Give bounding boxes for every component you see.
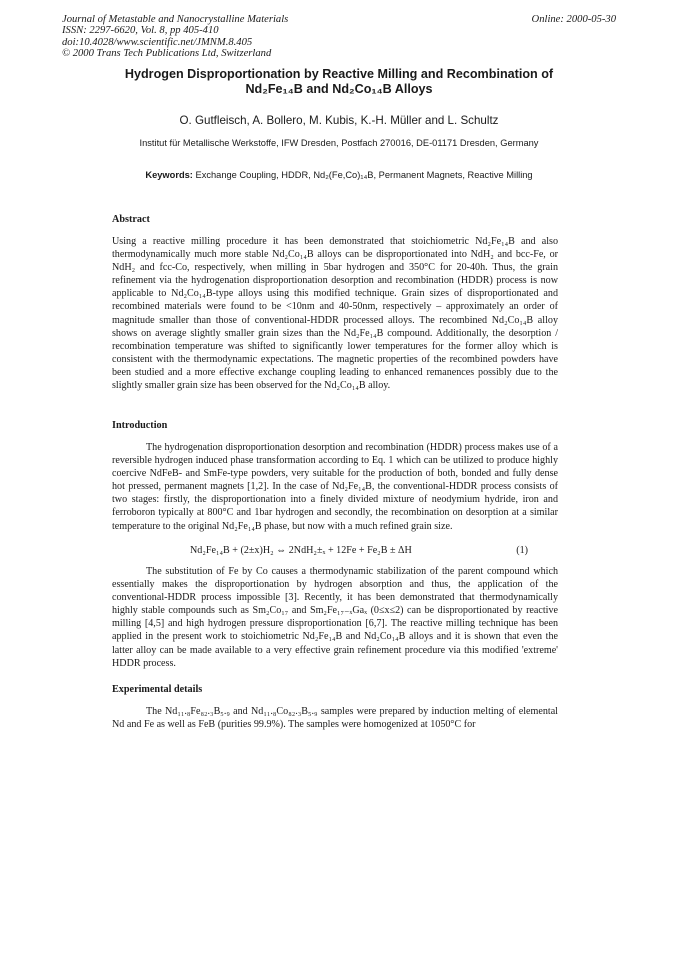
experimental-paragraph-1: The Nd₁₁.₈Fe₈₂.₃B₅.₉ and Nd₁₁.₈Co₈₂.₃B₅.₉ samples were prepared by induction melting of elemental Nd and Fe as well as FeB (purities 99.9%). The samples were homogenized at 1050°C for [112, 706, 558, 731]
abstract-text: Using a reactive milling procedure it has been demonstrated that stoichiometric Nd₂Fe₁₄B and also thermodynamically much more stable Nd₂Co₁₄B alloys can be disproportionated into NdH₂ and bcc-Fe, or NdH₂ and fcc-Co, respectively, when milling in 5bar hydrogen and 350°C for 20-40h. Thus, the grain refinement via the hydrogenation disproportionation desorption and recombination (HDDR) process is now applicable to Nd₂Co₁₄B-type alloys using this modified technique. Grain sizes of disproportionated and recombined materials were found to be <10nm and 40-50nm, respectively – approximately an order of magnitude smaller than those of conventional-HDDR processed alloys. The recombined Nd₂Co₁₄B alloy shows on average slightly smaller grain sizes than the Nd₂Fe₁₄B compound. Additionally, the desorption / recombination temperature was shifted to significantly lower temperatures for the former alloy which is consistent with the thermodynamic expectations. The magnetic properties of the recombined powders have been studied and a more effective exchange coupling leading to enhanced remanences possibly due to the slightly smaller grain size has been observed for the Nd₂Co₁₄B alloy. [112, 236, 558, 392]
equation-1 [112, 545, 558, 559]
paper-title [62, 67, 616, 96]
introduction-paragraph-1: The hydrogenation disproportionation desorption and recombination (HDDR) process makes use of a reversible hydrogen induced phase transformation according to Eq. 1 which can be utilized to produce highly coercive NdFeB- and SmFe-type powders, very suitable for the production of both, bonded and fully dense hot pressed, permanent magnets [1,2]. In the case of Nd₂Fe₁₄B, the conventional-HDDR process consists of two stages: firstly, the disproportionation into a finely divided mixture of neodymium hydride, iron and ferroboron typically at 800°C and 1bar hydrogen and secondly, the recombination on desorption at a similar temperature to the original Nd₂Fe₁₄B phase, but now with a much refined grain size. [112, 442, 558, 532]
keywords [62, 170, 616, 180]
equation-body: Nd₂Fe₁₄B + (2±x)H₂ ⇔ 2NdH₂±ₓ + 12Fe + Fe₂B ± ΔH [190, 545, 412, 556]
doi-line: doi:10.4028/www.scientific.net/JMNM.8.405 [62, 36, 253, 48]
journal-header [62, 14, 288, 60]
title-line-2: Nd₂Fe₁₄B and Nd₂Co₁₄B Alloys [245, 81, 433, 96]
experimental-heading: Experimental details [112, 684, 203, 695]
introduction-paragraph-2: The substitution of Fe by Co causes a thermodynamic stabilization of the parent compound which essentially makes the disproportionation by hydrogen absorption and thus, the application of the conventional-HDDR process impossible [3]. Recently, it has been demonstrated that thermodynamically highly stable compounds such as Sm₂Co₁₇ and Sm₂Fe₁₇₋ₓGaₓ (0≤x≤2) can be disproportionated by reactive milling [4,5] and high hydrogen pressure disproportionation [6,7]. The reactive milling technique has been applied in the present work to stoichiometric Nd₂Fe₁₄B and Nd₂Co₁₄B alloys and it is shown that even the latter alloy can be made available to a very effective grain refinement procedure via this modified 'extreme' HDDR process. [112, 566, 558, 669]
affiliation: Institut für Metallische Werkstoffe, IFW Dresden, Postfach 270016, DE-01171 Dresden, Germany [139, 138, 539, 148]
copyright-line: © 2000 Trans Tech Publications Ltd, Switzerland [62, 48, 272, 60]
issn-line: ISSN: 2297-6620, Vol. 8, pp 405-410 [62, 25, 219, 37]
title-line-1: Hydrogen Disproportionation by Reactive Milling and Recombination of [124, 67, 554, 81]
author-list: O. Gutfleisch, A. Bollero, M. Kubis, K.-H. Müller and L. Schultz [179, 114, 499, 127]
online-date: Online: 2000-05-30 [531, 14, 616, 25]
equation-number: (1) [516, 545, 528, 556]
abstract-heading: Abstract [112, 214, 150, 225]
keywords-text: Exchange Coupling, HDDR, Nd₂(Fe,Co)₁₄B, Permanent Magnets, Reactive Milling [195, 170, 533, 180]
introduction-heading: Introduction [112, 420, 168, 431]
keywords-label: Keywords: [145, 170, 193, 180]
journal-name: Journal of Metastable and Nanocrystalline Materials [62, 14, 289, 25]
